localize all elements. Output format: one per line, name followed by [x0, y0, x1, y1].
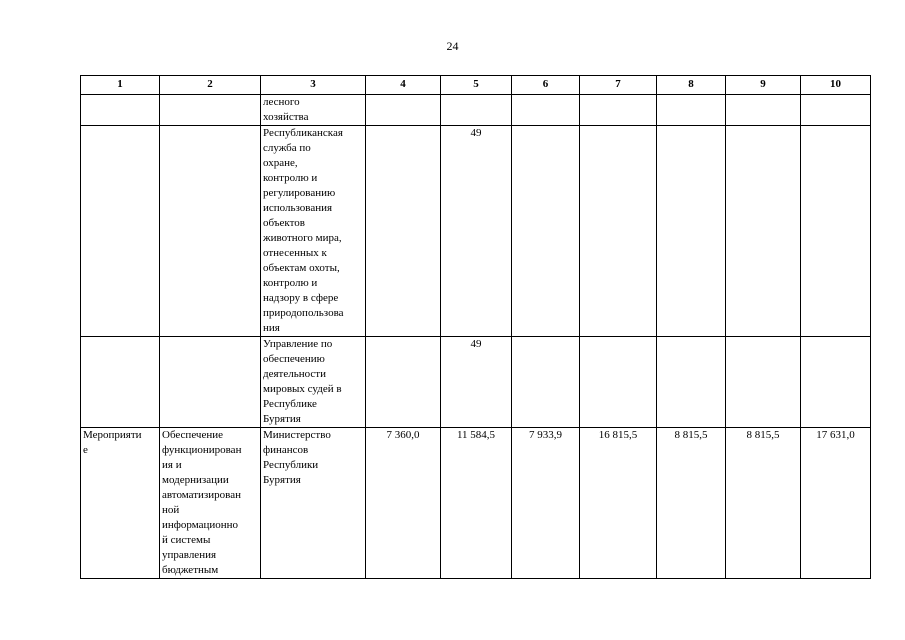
- table-cell: [726, 337, 801, 428]
- table-cell: [366, 95, 441, 126]
- column-header: 6: [512, 76, 580, 95]
- table-cell: 7 360,0: [366, 428, 441, 579]
- table-cell: 49: [441, 337, 512, 428]
- table-row: [81, 126, 871, 337]
- header-row: [81, 76, 871, 95]
- table-cell: [81, 428, 160, 579]
- table-cell: 7 933,9: [512, 428, 580, 579]
- table-cell: [512, 337, 580, 428]
- page-number: 24: [446, 39, 459, 53]
- table-cell: 8 815,5: [726, 428, 801, 579]
- table-row: [81, 95, 871, 126]
- table-cell: [657, 337, 726, 428]
- table-cell: [160, 428, 261, 579]
- table-cell: [580, 337, 657, 428]
- table-cell: [801, 95, 871, 126]
- table-cell: 8 815,5: [657, 428, 726, 579]
- table-cell: [261, 95, 366, 126]
- table-cell: 16 815,5: [580, 428, 657, 579]
- table-cell: 49: [441, 126, 512, 337]
- column-header: 8: [657, 76, 726, 95]
- activity-type: Мероприяти е: [83, 429, 142, 456]
- table-cell: 11 584,5: [441, 428, 512, 579]
- column-header: 1: [81, 76, 160, 95]
- table-cell: [801, 126, 871, 337]
- table-cell: [580, 95, 657, 126]
- table-cell: [512, 126, 580, 337]
- table-cell: [81, 95, 160, 126]
- table-cell: [801, 337, 871, 428]
- table-cell: [366, 126, 441, 337]
- column-header: 9: [726, 76, 801, 95]
- column-header: 5: [441, 76, 512, 95]
- responsible-executor: Министерство финансов Республики Бурятия: [263, 429, 331, 486]
- table-cell: [657, 126, 726, 337]
- table-cell: [366, 337, 441, 428]
- budget-table: [80, 75, 871, 579]
- column-header: 7: [580, 76, 657, 95]
- responsible-executor: Управление по обеспечению деятельности мировых судей в Республике Бурятия: [263, 338, 342, 425]
- table-cell: [580, 126, 657, 337]
- table-cell: [160, 95, 261, 126]
- table-cell: [160, 337, 261, 428]
- table-row: [81, 337, 871, 428]
- table-cell: [441, 95, 512, 126]
- column-header: 3: [261, 76, 366, 95]
- table-cell: [160, 126, 261, 337]
- activity-name: Обеспечение функционирован ия и модернизации автоматизирован ной информационно й системы управления бюджетным: [162, 429, 242, 576]
- table-cell: 17 631,0: [801, 428, 871, 579]
- responsible-executor: Республиканская служба по охране, контролю и регулированию использования объектов животного мира, отнесенных к объектам охоты, контролю и надзору в сфере природопользова ния: [263, 127, 344, 334]
- table-cell: [657, 95, 726, 126]
- table-cell: [261, 126, 366, 337]
- table-cell: [261, 337, 366, 428]
- table-cell: [81, 126, 160, 337]
- column-header: 10: [801, 76, 871, 95]
- table-cell: [726, 95, 801, 126]
- table-row: [81, 428, 871, 579]
- column-header: 2: [160, 76, 261, 95]
- table-cell: [512, 95, 580, 126]
- column-header: 4: [366, 76, 441, 95]
- table-cell: [726, 126, 801, 337]
- table-cell: [261, 428, 366, 579]
- responsible-executor: лесного хозяйства: [263, 96, 309, 123]
- table-cell: [81, 337, 160, 428]
